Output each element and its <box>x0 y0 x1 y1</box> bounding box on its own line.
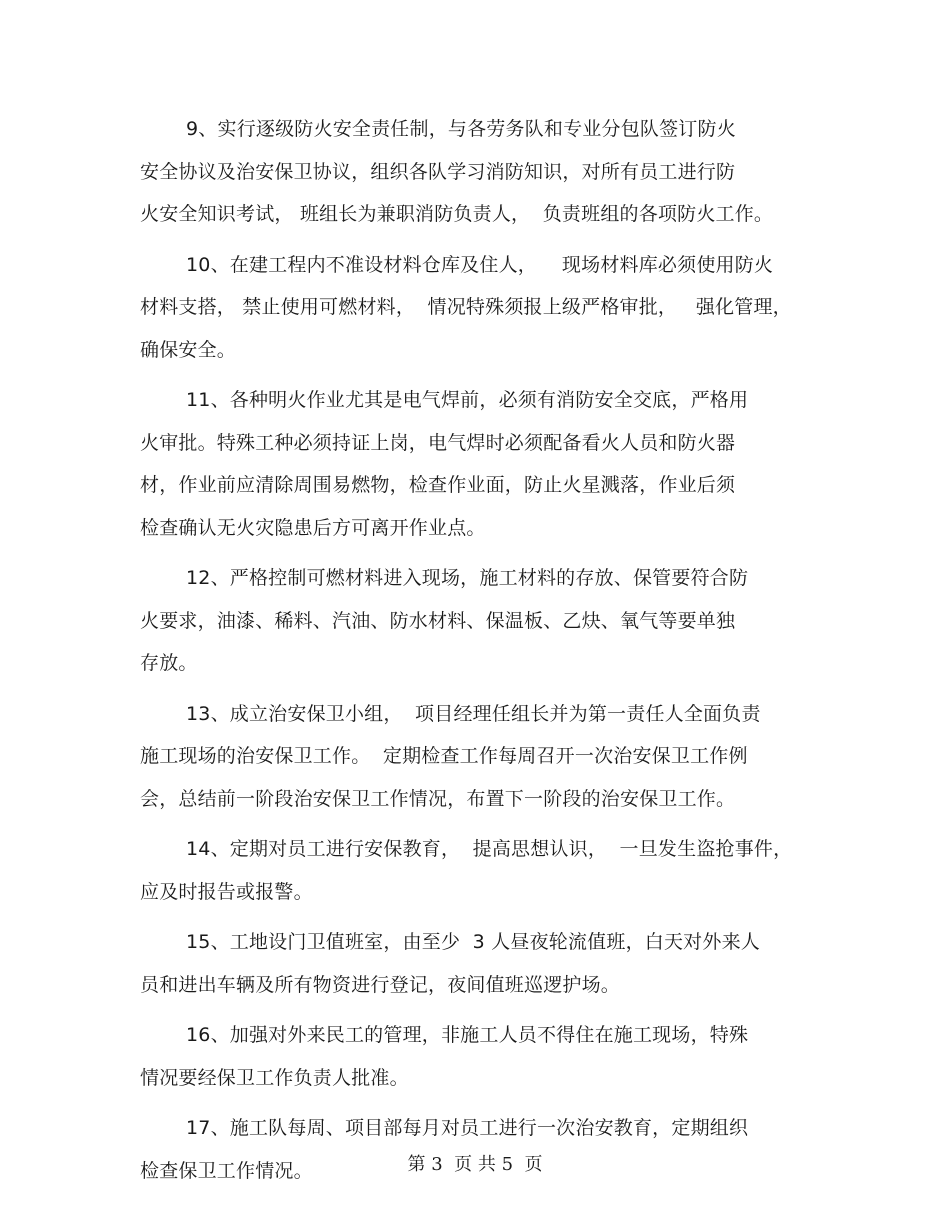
paragraph-line: 火要求，油漆、稀料、汽油、防水材料、保温板、乙炔、氧气等要单独 <box>140 609 736 632</box>
paragraph <box>140 693 805 821</box>
paragraph-line: 确保安全。 <box>140 338 237 361</box>
paragraph-line: 员和进出车辆及所有物资进行登记，夜间值班巡逻护场。 <box>140 973 621 996</box>
paragraph-line: 火审批。特殊工种必须持证上岗，电气焊时必须配备看火人员和防火器 <box>140 431 736 454</box>
paragraph <box>140 244 805 372</box>
paragraph-line: 施工现场的治安保卫工作。 定期检查工作每周召开一次治安保卫工作例 <box>140 745 748 767</box>
paragraph-line: 材料支搭， 禁止使用可燃材料， 情况特殊须报上级严格审批， 强化管理， <box>140 296 792 318</box>
paragraph-line: 材，作业前应清除周围易燃物，检查作业面，防止火星溅落，作业后须 <box>140 474 736 496</box>
paragraph-line: 9、实行逐级防火安全责任制，与各劳务队和专业分包队签订防火 <box>186 118 736 140</box>
paragraph-line: 12、严格控制可燃材料进入现场，施工材料的存放、保管要符合防 <box>186 567 749 589</box>
paragraph-line: 火安全知识考试， 班组长为兼职消防负责人， 负责班组的各项防火工作。 <box>140 203 774 225</box>
paragraph-line: 14、定期对员工进行安保教育， 提高思想认识， 一旦发生盗抢事件， <box>186 838 793 860</box>
paragraph-line: 13、成立治安保卫小组， 项目经理任组长并为第一责任人全面负责 <box>186 702 761 725</box>
paragraph-line: 存放。 <box>140 652 198 674</box>
paragraph-line: 检查保卫工作情况。 <box>140 1159 313 1182</box>
paragraph <box>140 379 805 549</box>
paragraph-line: 15、工地设门卫值班室，由至少 3 人昼夜轮流值班，白天对外来人 <box>186 931 760 953</box>
paragraph-line: 检查确认无火灾隐患后方可离开作业点。 <box>140 516 486 539</box>
paragraph-line: 情况要经保卫工作负责人批准。 <box>140 1066 409 1089</box>
paragraph <box>140 557 805 685</box>
paragraph-line: 会，总结前一阶段治安保卫工作情况，布置下一阶段的治安保卫工作。 <box>140 787 736 810</box>
paragraph-line: 10、在建工程内不准设材料仓库及住人， 现场材料库必须使用防火 <box>186 253 774 276</box>
paragraph <box>140 828 805 913</box>
paragraph <box>140 1014 805 1099</box>
paragraph-line: 应及时报告或报警。 <box>140 880 313 903</box>
document-body <box>140 108 805 1200</box>
page-number-footer: 第 3 页 共 5 页 <box>407 1154 543 1175</box>
paragraph-line: 16、加强对外来民工的管理，非施工人员不得住在施工现场，特殊 <box>186 1024 749 1046</box>
paragraph <box>140 108 805 236</box>
paragraph-line: 安全协议及治安保卫协议，组织各队学习消防知识，对所有员工进行防 <box>140 160 736 183</box>
paragraph-line: 11、各种明火作业尤其是电气焊前，必须有消防安全交底，严格用 <box>186 389 749 411</box>
paragraph <box>140 921 805 1006</box>
paragraph-line: 17、施工队每周、项目部每月对员工进行一次治安教育，定期组织 <box>186 1117 749 1139</box>
